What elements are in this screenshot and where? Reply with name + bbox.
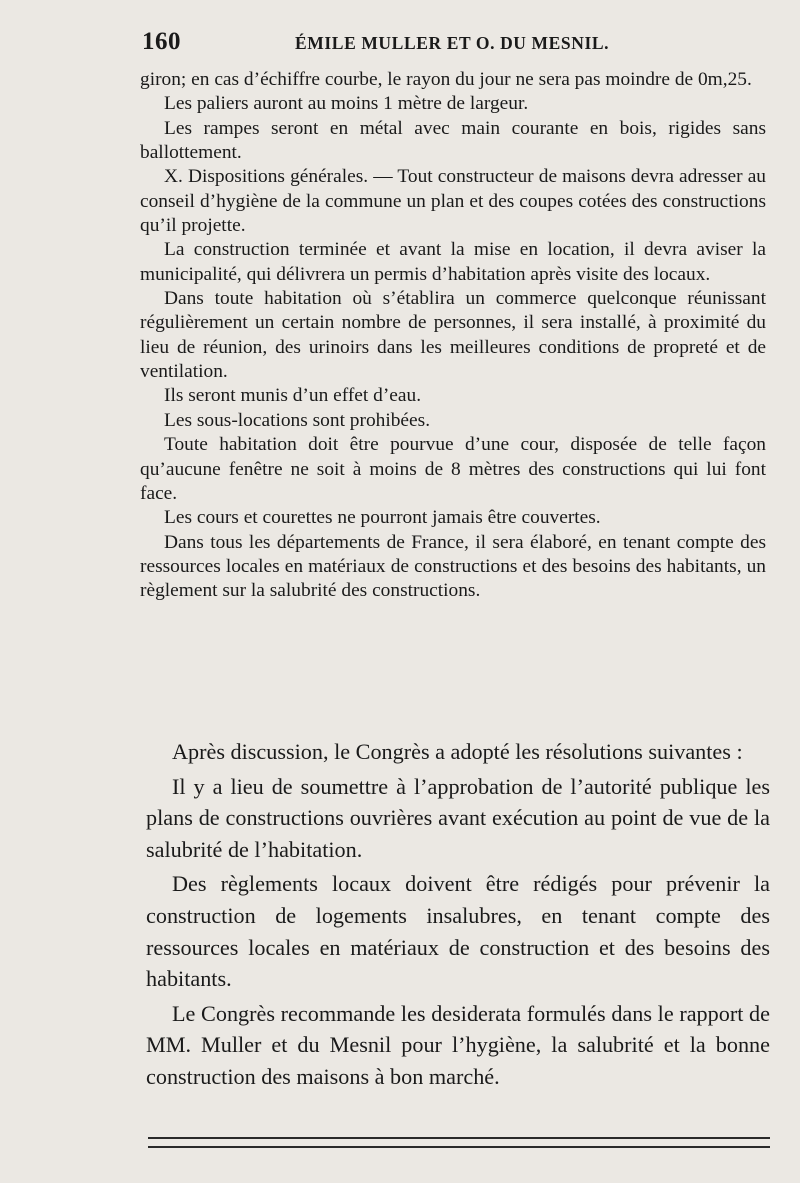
page-number: 160 [142,28,181,55]
paragraph: Les rampes seront en métal avec main courante en bois, rigides sans ballottement. [140,117,766,164]
page-header [140,28,760,58]
paragraph: X. Dispositions générales. — Tout constructeur de maisons devra adresser au conseil d’hygiène de la commune un plan et des coupes cotées des constructions qu’il projette. [140,166,766,237]
closing-rule-top [148,1137,770,1139]
paragraph: Des règlements locaux doivent être rédigés pour prévenir la construction de logements insalubres, en tenant compte des ressources locales en matériaux de construction et des besoins des habitants. [146,871,770,992]
paragraph: Les cours et courettes ne pourront jamais être couvertes. [164,507,601,529]
regulation-text [140,68,766,604]
paragraph: Les paliers auront au moins 1 mètre de largeur. [164,93,529,115]
paragraph: Après discussion, le Congrès a adopté les résolutions suivantes : [172,739,743,764]
paragraph: Le Congrès recommande les desiderata formulés dans le rapport de MM. Muller et du Mesnil pour l’hygiène, la salubrité et la bonne construction des maisons à bon marché. [146,1000,770,1089]
paragraph: Ils seront munis d’un effet d’eau. [164,385,422,407]
paragraph: La construction terminée et avant la mise en location, il devra aviser la municipalité, qui délivrera un permis d’habitation après visite des locaux. [140,239,766,285]
running-head: ÉMILE MULLER ET O. DU MESNIL. [295,33,610,53]
resolutions-text [146,736,770,1093]
closing-rule-bottom [148,1146,770,1148]
paragraph: Il y a lieu de soumettre à l’approbation de l’autorité publique les plans de constructions ouvrières avant exécution au point de vue de la salubrité de l’habitation. [146,773,770,862]
paragraph: Les sous-locations sont prohibées. [164,409,431,431]
paragraph: Toute habitation doit être pourvue d’une cour, disposée de telle façon qu’aucune fenêtre ne soit à moins de 8 mètres des constructions qui lui font face. [140,434,766,504]
paragraph: Dans toute habitation où s’établira un commerce quelconque réunissant régulièrement un certain nombre de personnes, il sera installé, à proximité du lieu de réunion, des urinoirs dans les meilleures conditions de propreté et de ventilation. [140,288,766,383]
paragraph: giron; en cas d’échiffre courbe, le rayon du jour ne sera pas moindre de 0m,25. [140,69,752,90]
paragraph: Dans tous les départements de France, il sera élaboré, en tenant compte des ressources locales en matériaux de constructions et des besoins des habitants, un règlement sur la salubrité des constructions. [140,531,766,602]
